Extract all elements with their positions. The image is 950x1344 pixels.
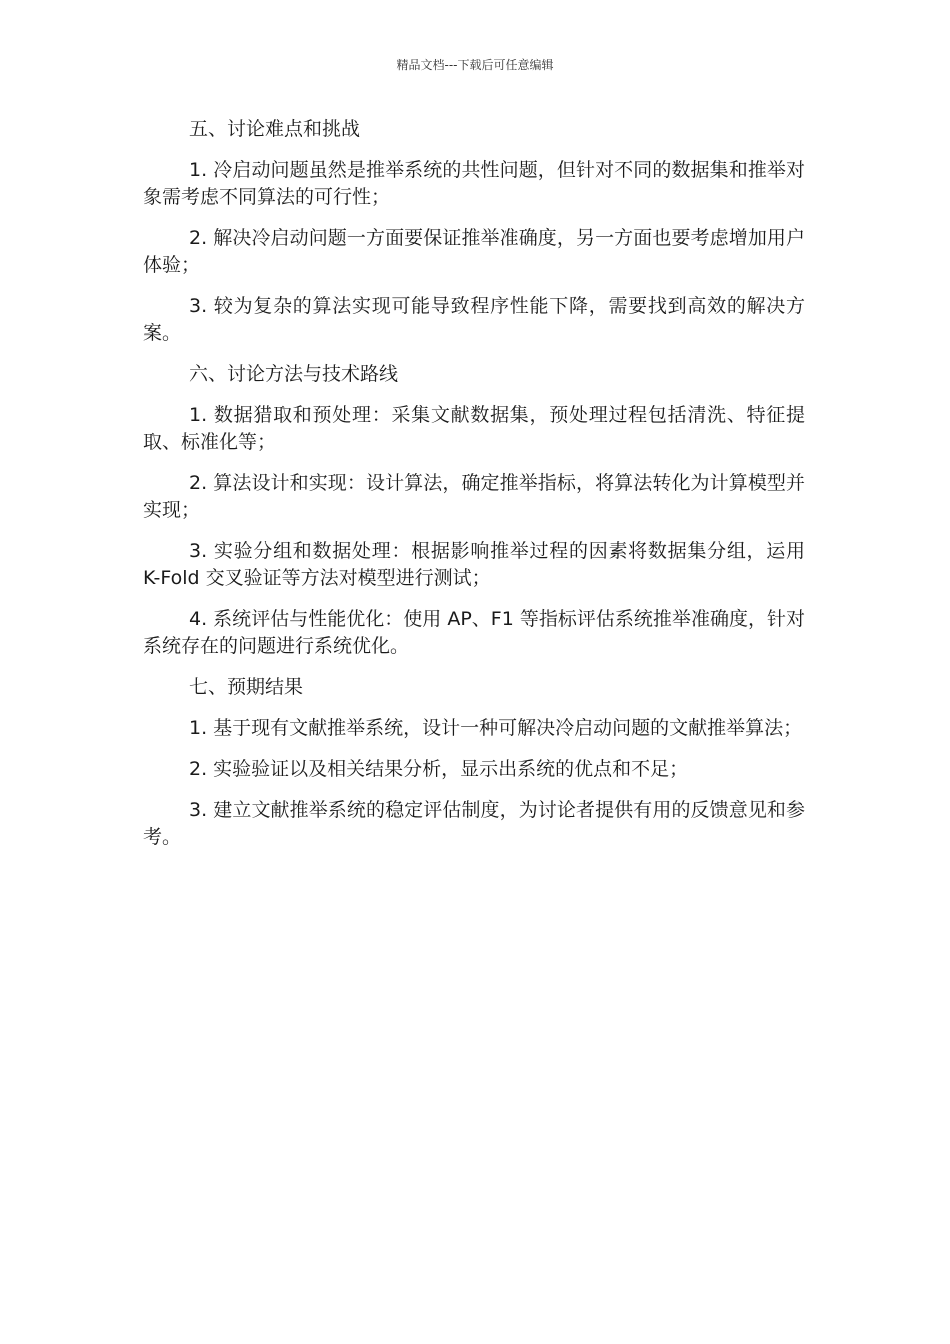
paragraph-result-1: 1. 基于现有文献推举系统，设计一种可解决冷启动问题的文献推举算法； xyxy=(189,717,803,739)
paragraph-method-1: 1. 数据猎取和预处理：采集文献数据集，预处理过程包括清洗、特征提取、标准化等； xyxy=(143,404,805,453)
paragraph-challenge-2: 2. 解决冷启动问题一方面要保证推举准确度，另一方面也要考虑增加用户体验； xyxy=(143,227,805,276)
paragraph-method-2: 2. 算法设计和实现：设计算法，确定推举指标，将算法转化为计算模型并实现； xyxy=(143,472,805,521)
paragraph-method-3: 3. 实验分组和数据处理：根据影响推举过程的因素将数据集分组，运用 K-Fold 交叉验证等方法对模型进行测试； xyxy=(143,540,805,589)
paragraph-result-3: 3. 建立文献推举系统的稳定评估制度，为讨论者提供有用的反馈意见和参考。 xyxy=(143,799,805,848)
section-heading-challenges: 五、讨论难点和挑战 xyxy=(189,118,361,140)
page-header: 精品文档---下载后可任意编辑 xyxy=(396,58,554,72)
paragraph-challenge-3: 3. 较为复杂的算法实现可能导致程序性能下降，需要找到高效的解决方案。 xyxy=(143,295,805,344)
section-heading-expected-results: 七、预期结果 xyxy=(189,676,304,698)
section-heading-methods: 六、讨论方法与技术路线 xyxy=(189,363,399,385)
document-body xyxy=(143,116,805,865)
paragraph-method-4: 4. 系统评估与性能优化：使用 AP、F1 等指标评估系统推举准确度，针对系统存在的问题进行系统优化。 xyxy=(143,608,805,657)
paragraph-result-2: 2. 实验验证以及相关结果分析，显示出系统的优点和不足； xyxy=(189,758,689,780)
paragraph-challenge-1: 1. 冷启动问题虽然是推举系统的共性问题，但针对不同的数据集和推举对象需考虑不同算法的可行性； xyxy=(143,159,805,208)
